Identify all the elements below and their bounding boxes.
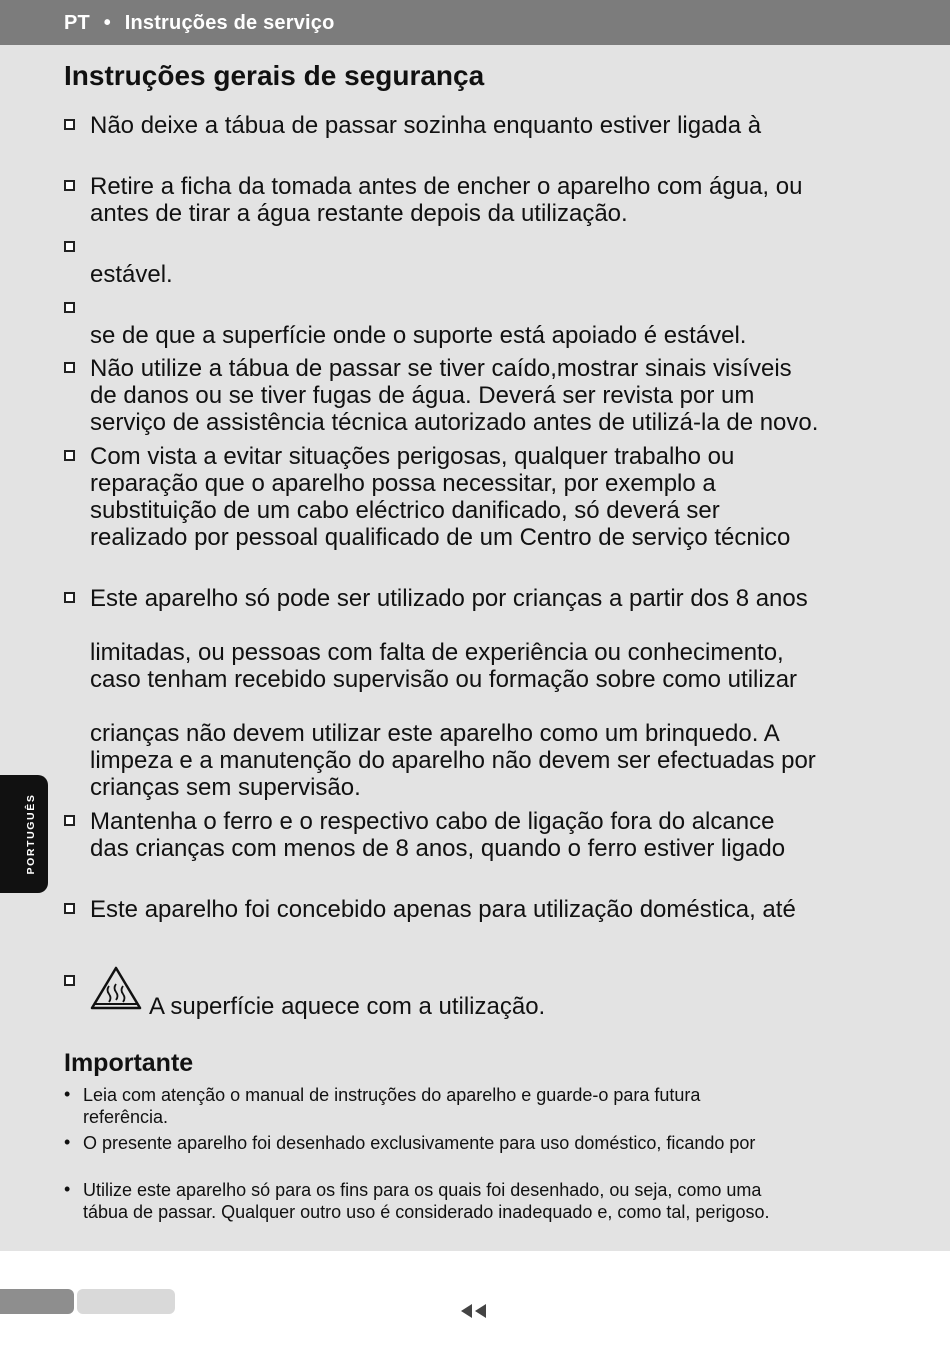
safety-line: Retire a ficha da tomada antes de encher o aparelho com água, ou bbox=[90, 173, 803, 200]
safety-line: limpeza e a manutenção do aparelho não devem ser efectuadas por bbox=[90, 747, 816, 774]
bullet-dot: • bbox=[64, 1132, 71, 1152]
language-side-tab-label: PORTUGUÊS bbox=[25, 793, 37, 875]
important-title: Importante bbox=[64, 1049, 194, 1077]
safety-line: limitadas, ou pessoas com falta de experiência ou conhecimento, bbox=[90, 639, 784, 666]
checkbox-icon bbox=[64, 903, 75, 914]
footer-bar-light bbox=[77, 1289, 175, 1314]
important-line: Leia com atenção o manual de instruções do aparelho e guarde-o para futura bbox=[83, 1085, 701, 1105]
safety-line: reparação que o aparelho possa necessitar, por exemplo a bbox=[90, 470, 716, 497]
rewind-arrows-icon[interactable] bbox=[461, 1303, 489, 1319]
safety-line: Este aparelho foi concebido apenas para utilização doméstica, até bbox=[90, 896, 796, 923]
safety-line: crianças não devem utilizar este aparelho como um brinquedo. A bbox=[90, 720, 780, 747]
safety-line: de danos ou se tiver fugas de água. Deverá ser revista por um bbox=[90, 382, 755, 409]
safety-line: estável. bbox=[90, 261, 173, 288]
important-line: tábua de passar. Qualquer outro uso é considerado inadequado e, como tal, perigoso. bbox=[83, 1202, 770, 1222]
checkbox-icon bbox=[64, 119, 75, 130]
checkbox-icon bbox=[64, 362, 75, 373]
header-title: Instruções de serviço bbox=[124, 12, 335, 34]
page-header bbox=[0, 0, 950, 45]
safety-line: Não utilize a tábua de passar se tiver caído,mostrar sinais visíveis bbox=[90, 355, 792, 382]
safety-line: substituição de um cabo eléctrico danificado, só deverá ser bbox=[90, 497, 720, 524]
checkbox-icon bbox=[64, 592, 75, 603]
important-line: Utilize este aparelho só para os fins para os quais foi desenhado, ou seja, como uma bbox=[83, 1180, 762, 1200]
section-title: Instruções gerais de segurança bbox=[64, 60, 485, 91]
important-line: referência. bbox=[83, 1107, 169, 1127]
safety-line: realizado por pessoal qualificado de um Centro de serviço técnico bbox=[90, 524, 791, 551]
safety-line: Com vista a evitar situações perigosas, qualquer trabalho ou bbox=[90, 443, 735, 470]
important-line: O presente aparelho foi desenhado exclusivamente para uso doméstico, ficando por bbox=[83, 1133, 756, 1153]
checkbox-icon bbox=[64, 815, 75, 826]
safety-line: das crianças com menos de 8 anos, quando o ferro estiver ligado bbox=[90, 835, 786, 862]
checkbox-icon bbox=[64, 975, 75, 986]
safety-line: Não deixe a tábua de passar sozinha enquanto estiver ligada à bbox=[90, 112, 762, 139]
bullet-dot: • bbox=[64, 1084, 71, 1104]
safety-line: caso tenham recebido supervisão ou formação sobre como utilizar bbox=[90, 666, 798, 693]
footer-bar-dark bbox=[0, 1289, 74, 1314]
hot-surface-warning-icon bbox=[90, 966, 142, 1010]
checkbox-icon bbox=[64, 241, 75, 252]
checkbox-icon bbox=[64, 180, 75, 191]
header-separator: • bbox=[103, 12, 111, 34]
safety-line: serviço de assistência técnica autorizado antes de utilizá-la de novo. bbox=[90, 409, 819, 436]
bullet-dot: • bbox=[64, 1179, 71, 1199]
safety-line: se de que a superfície onde o suporte está apoiado é estável. bbox=[90, 322, 747, 349]
header-text bbox=[64, 12, 335, 35]
safety-line: crianças sem supervisão. bbox=[90, 774, 361, 801]
safety-line: Mantenha o ferro e o respectivo cabo de ligação fora do alcance bbox=[90, 808, 775, 835]
header-lang: PT bbox=[64, 12, 90, 34]
safety-line: Este aparelho só pode ser utilizado por crianças a partir dos 8 anos bbox=[90, 585, 808, 612]
checkbox-icon bbox=[64, 450, 75, 461]
checkbox-icon bbox=[64, 302, 75, 313]
safety-line: antes de tirar a água restante depois da utilização. bbox=[90, 200, 628, 227]
language-side-tab bbox=[0, 775, 48, 893]
safety-line: A superfície aquece com a utilização. bbox=[149, 993, 546, 1020]
